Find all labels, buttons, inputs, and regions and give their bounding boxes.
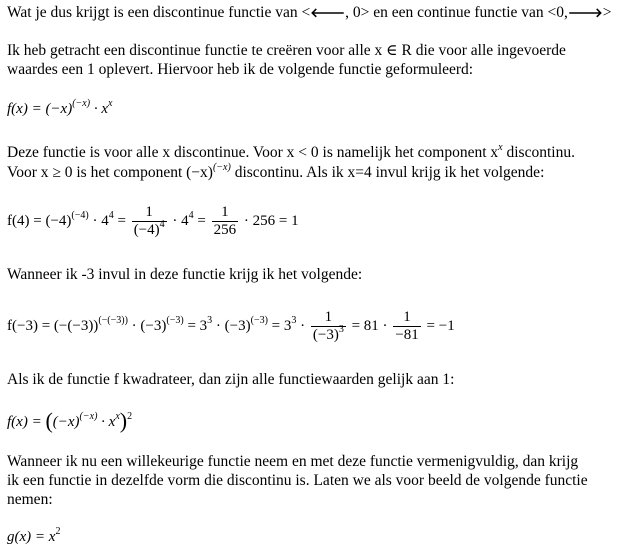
p3-line2-text: Voor x ≥ 0 is het component (−x) — [7, 164, 213, 181]
eq2-b: · 4 — [88, 212, 109, 229]
eq2-d: · 4 — [168, 212, 189, 229]
paragraph-discontinuity-line1 — [7, 143, 575, 162]
eq2-a: f(4) = (−4) — [7, 212, 72, 229]
eq4-close-exp: 2 — [127, 411, 133, 422]
p3-line1-text: Deze functie is voor alle x discontinue. Voor x < 0 is namelijk het component x — [7, 144, 499, 161]
eq3-d-exp: (−3) — [250, 314, 268, 326]
paragraph-discontinuity-line2 — [7, 163, 544, 182]
eq3-frac1-den-base: (−3) — [312, 327, 339, 343]
eq2-a-exp: (−4) — [71, 209, 89, 221]
paragraph-attempt-line2: waardes een 1 oplevert. Hiervoor heb ik de volgende functie geformuleerd: — [7, 61, 474, 78]
eq4-b-exp: (−x) — [79, 411, 98, 422]
eq2-frac2-den: 256 — [213, 222, 237, 238]
eq2-f: · 256 = 1 — [240, 212, 299, 229]
equation-f-of-4 — [7, 204, 299, 239]
eq3-a-exp: (−(−3)) — [98, 314, 128, 326]
p3-line1-end: discontinu. — [502, 144, 575, 161]
eq5-a-exp: 2 — [55, 526, 61, 537]
intro-prefix: Wat je dus krijgt is een discontinue functie van < — [7, 4, 311, 21]
paragraph-minus-three: Wanneer ik -3 invul in deze functie krijg ik het volgende: — [7, 266, 363, 283]
paragraph-attempt-line1: Ik heb getracht een discontinue functie te creëren voor alle x ∈ R die voor alle ingevoerde — [7, 42, 566, 59]
eq2-fraction-1 — [132, 204, 167, 239]
eq4-a: f(x) = — [7, 414, 46, 430]
intro-suffix: > — [602, 4, 612, 21]
intro-middle: , 0> en een continue functie van <0, — [345, 4, 568, 21]
eq2-frac2-num: 1 — [221, 204, 229, 220]
eq3-fraction-1 — [311, 309, 346, 344]
eq2-frac1-den — [132, 221, 167, 239]
eq3-frac2-num: 1 — [403, 309, 411, 325]
eq3-f: · — [296, 317, 309, 334]
eq2-frac1-num: 1 — [145, 204, 153, 220]
eq4-close-paren: ) — [119, 408, 128, 433]
p3-line1-exp: x — [498, 142, 503, 153]
eq3-frac1-num: 1 — [324, 309, 333, 325]
eq3-d: · (−3) — [212, 317, 251, 334]
paragraph-squared: Als ik de functie f kwadrateer, dan zijn alle functiewaarden gelijk aan 1: — [7, 371, 455, 388]
equation-squared — [7, 408, 133, 433]
eq3-frac1-den-exp: 3 — [338, 324, 344, 335]
eq4-c: · x — [97, 414, 116, 430]
eq3-c: = 3 — [183, 317, 208, 334]
eq3-frac2-den: −81 — [395, 327, 419, 343]
paragraph-arbitrary-line3: nemen: — [7, 491, 53, 508]
eq2-frac1-den-exp: 4 — [159, 219, 165, 230]
eq3-fraction-2 — [393, 309, 420, 344]
eq4-c-exp: x — [115, 411, 120, 422]
paragraph-arbitrary-line2: ik een functie in dezelfde vorm die discontinu is. Laten we als voor beeld de volgende functie — [7, 472, 588, 489]
eq2-e: = — [193, 212, 210, 229]
left-arrow-icon: 🡐 — [310, 6, 346, 21]
paragraph-arbitrary-line1: Wanneer ik nu een willekeurige functie neem en met deze functie vermenigvuldig, dan krijg — [7, 453, 579, 470]
p3-line2-end: discontinu. Als ik x=4 invul krijg ik het volgende: — [230, 164, 545, 181]
equation-g-of-x — [7, 528, 60, 547]
eq1-lhs: f(x) = (−x) — [7, 101, 73, 117]
eq5-a: g(x) = x — [7, 529, 56, 545]
eq3-b: · (−3) — [127, 317, 167, 334]
eq2-d-exp: 4 — [188, 209, 194, 221]
eq2-frac1-den-base: (−4) — [133, 222, 160, 238]
eq3-a: f(−3) = (−(−3)) — [7, 317, 99, 334]
eq3-c-exp: 3 — [207, 314, 213, 326]
equation-f-of-minus-3 — [7, 309, 455, 344]
paragraph-intro — [7, 3, 612, 23]
eq1-exp1: (−x) — [72, 98, 91, 109]
equation-definition — [7, 100, 112, 119]
eq3-e: = 3 — [267, 317, 292, 334]
eq2-b-exp: 4 — [108, 209, 114, 221]
p3-line2-exp: (−x) — [212, 162, 231, 173]
eq1-exp2: x — [108, 98, 113, 109]
eq3-e-exp: 3 — [291, 314, 297, 326]
eq2-fraction-2 — [212, 204, 239, 239]
eq3-b-exp: (−3) — [166, 314, 184, 326]
eq2-c: = — [113, 212, 130, 229]
right-arrow-icon: 🡒 — [567, 6, 603, 21]
eq3-frac1-den — [311, 326, 346, 344]
eq4-open-paren: ( — [45, 408, 53, 433]
eq1-mid: · x — [90, 101, 108, 117]
eq3-g: = 81 · — [347, 317, 392, 334]
eq4-b: (−x) — [52, 414, 80, 430]
eq3-h: = −1 — [422, 317, 455, 334]
